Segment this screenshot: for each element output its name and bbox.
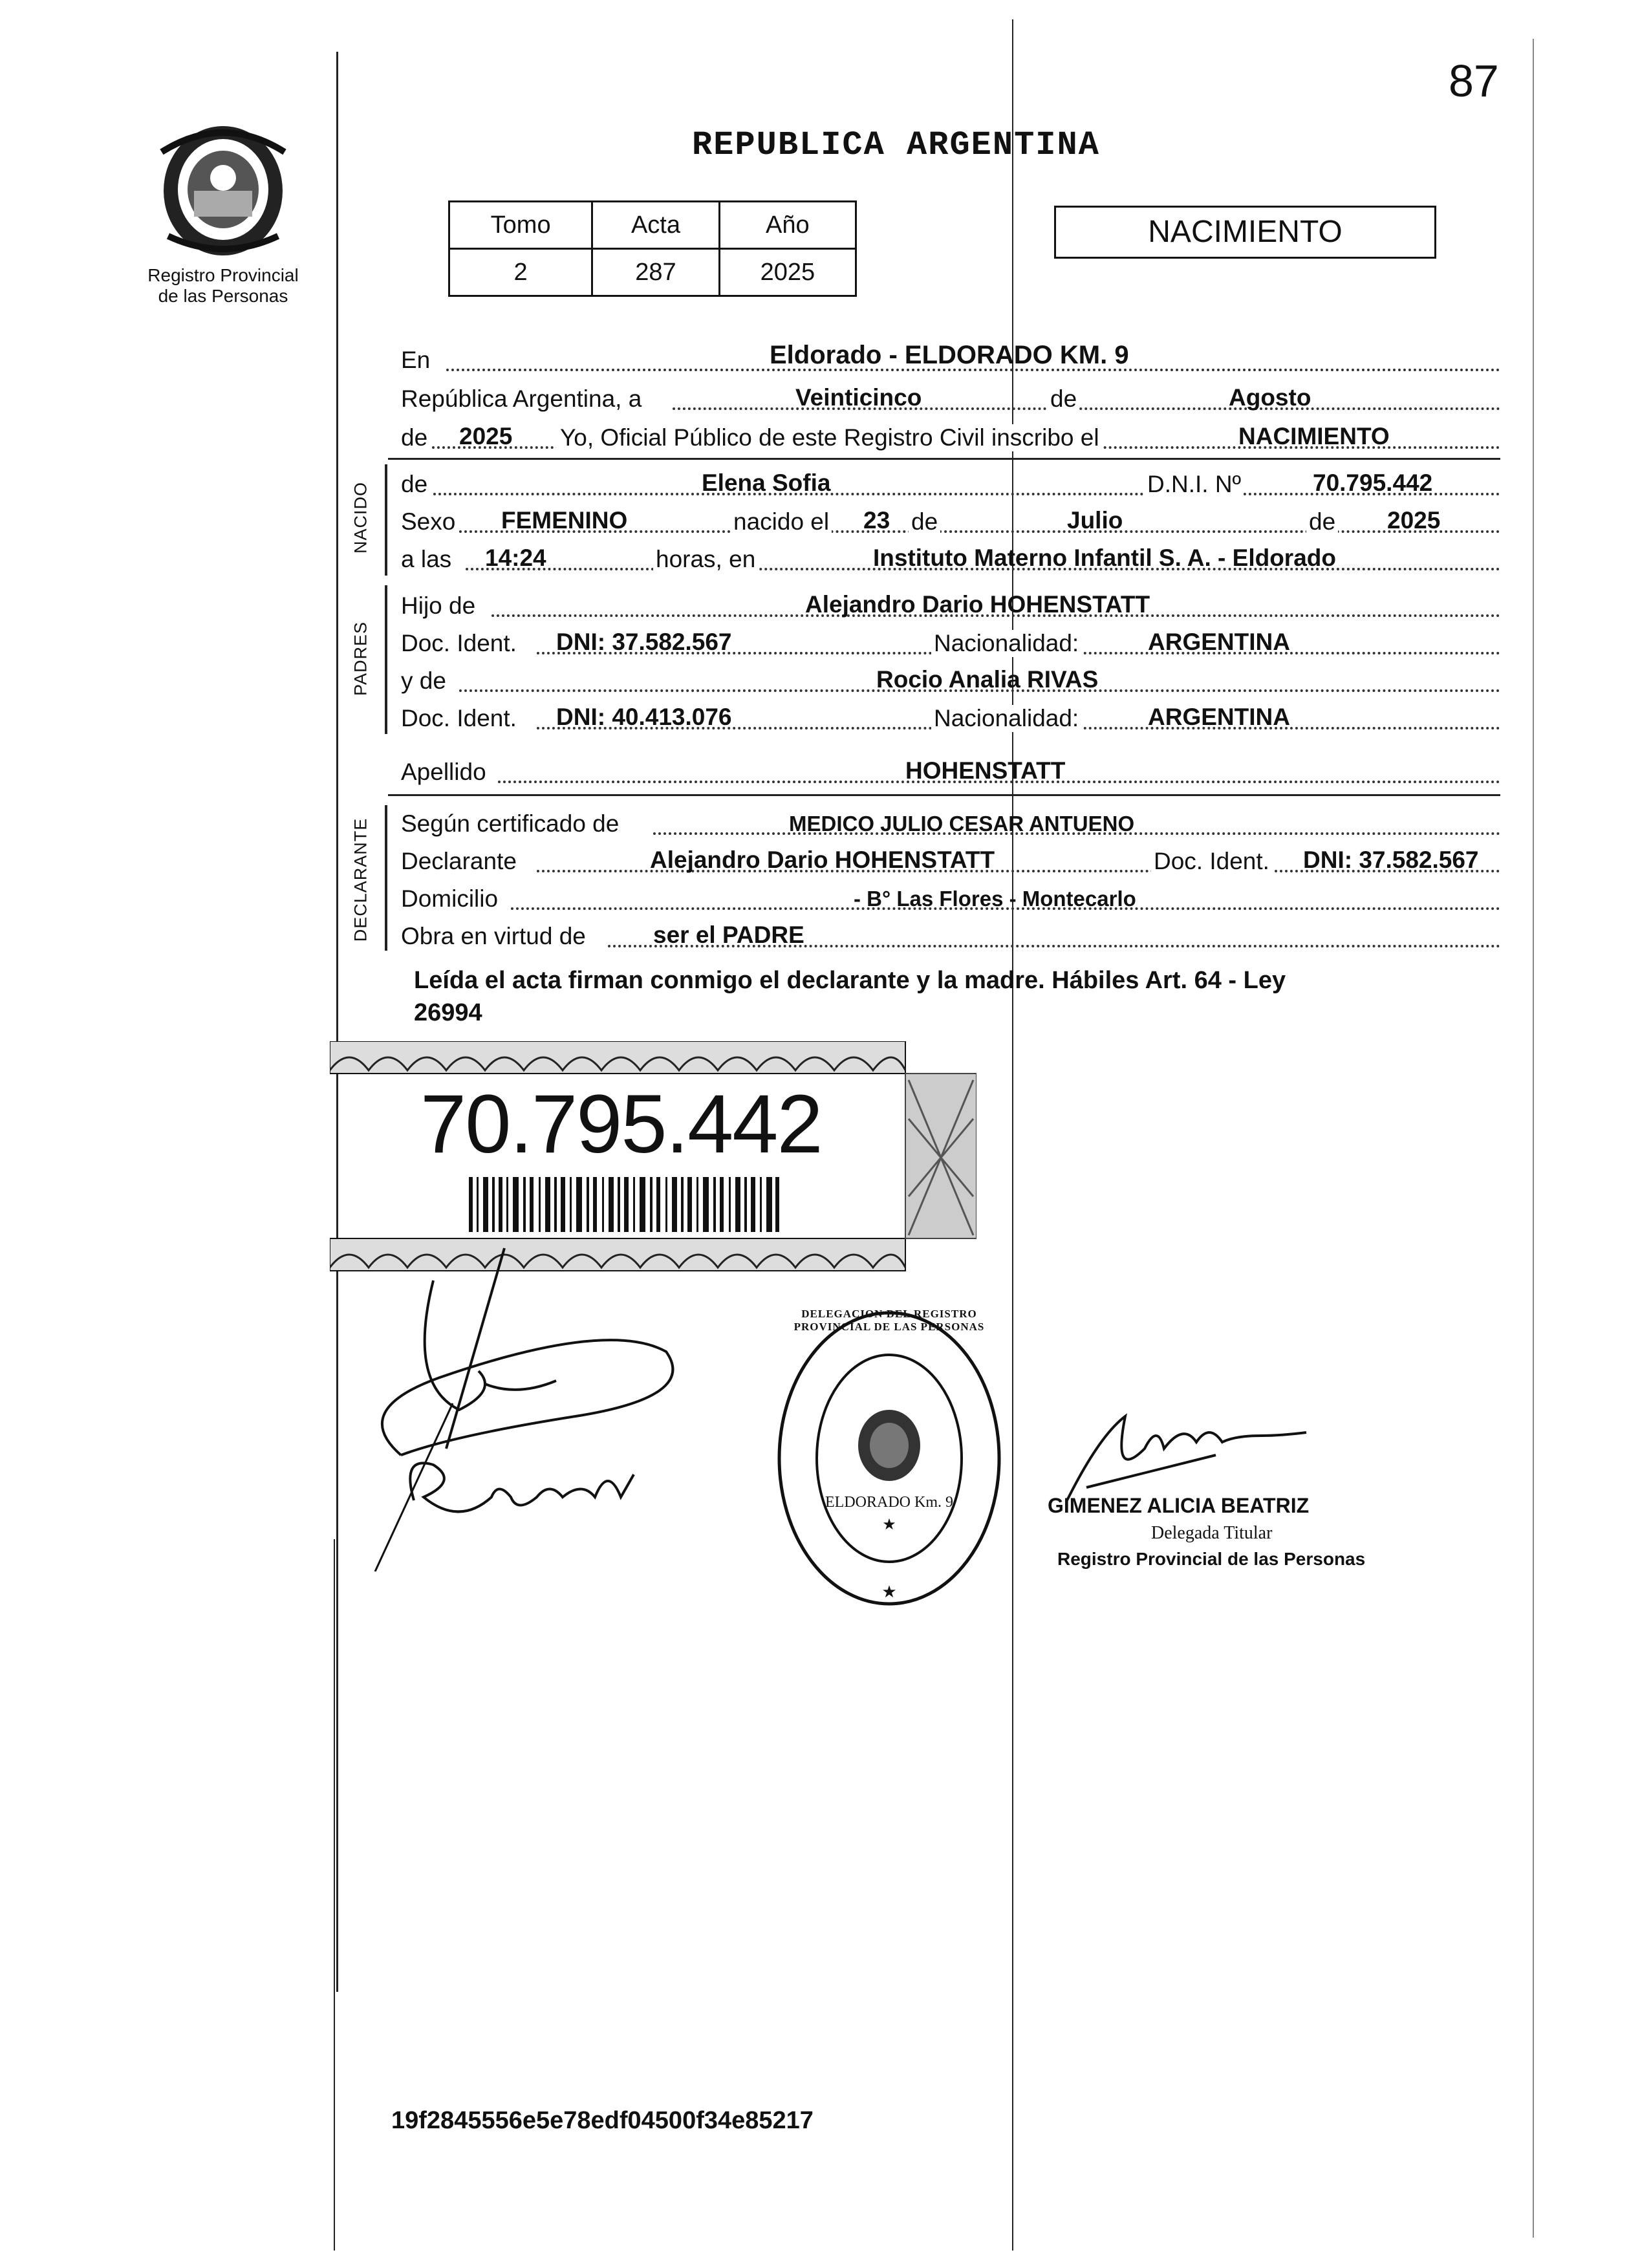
closing-line1: Leída el acta firman conmigo el declarante y la madre. Hábiles Art. 64 - Ley (414, 967, 1286, 994)
official-stamp (773, 1306, 1006, 1610)
birth-year-value: 2025 (1387, 507, 1441, 534)
declarant-signature (362, 1242, 724, 1571)
acts-as-value: ser el PADRE (653, 922, 804, 948)
section-divider (388, 458, 1500, 460)
row-place (401, 341, 1500, 379)
birth-month-value: Julio (1067, 507, 1123, 534)
barcode (469, 1177, 779, 1232)
hours-label: horas, en (653, 546, 758, 573)
row-mother-name (401, 662, 1500, 700)
acts-as-label: Obra en virtud de (401, 923, 588, 950)
mother-nationality-value: ARGENTINA (1148, 704, 1290, 730)
birth-de-label: de (909, 508, 940, 535)
declarant-section-label: DECLARANTE (351, 817, 371, 942)
agency-name-line1: Registro Provincial (147, 265, 299, 285)
header-acta: Acta (592, 202, 719, 249)
declarant-brace (385, 805, 387, 951)
born-de-label: de (401, 471, 430, 498)
surname-value: HOHENSTATT (905, 757, 1066, 784)
mother-doc-value: DNI: 40.413.076 (556, 704, 732, 730)
svg-text:★: ★ (882, 1517, 896, 1533)
official-signature (1048, 1410, 1345, 1507)
row-born-name (401, 466, 1500, 503)
value-tomo: 2 (449, 249, 592, 296)
address-value: - B° Las Flores - Montecarlo (854, 887, 1136, 911)
value-anio: 2025 (719, 249, 856, 296)
day-words-value: Veinticinco (795, 384, 922, 411)
row-date (401, 380, 1500, 418)
stamp-seal-icon (773, 1306, 1006, 1610)
sex-label: Sexo (401, 508, 458, 535)
place-value: Eldorado - ELDORADO KM. 9 (770, 341, 1129, 369)
declarant-name-value: Alejandro Dario HOHENSTATT (650, 847, 995, 873)
born-brace (385, 464, 387, 576)
year-de-label: de (401, 424, 430, 451)
father-doc-label: Doc. Ident. (401, 630, 519, 657)
agency-name-line2: de las Personas (158, 286, 288, 306)
certificate-value: MEDICO JULIO CESAR ANTUENO (789, 812, 1135, 836)
parents-section-label: PADRES (351, 621, 371, 697)
header-anio: Año (719, 202, 856, 249)
stamp-ring-text: DELEGACION DEL REGISTRO PROVINCIAL DE LAS PERSONAS (793, 1308, 985, 1333)
svg-text:★: ★ (881, 1582, 897, 1601)
father-doc-value: DNI: 37.582.567 (556, 629, 732, 655)
closing-line2: 26994 (414, 999, 482, 1026)
stamp-inner-text: ELDORADO Km. 9 (825, 1494, 953, 1511)
official-org: Registro Provincial de las Personas (1057, 1549, 1366, 1569)
row-mother-doc (401, 700, 1500, 737)
declarant-doc-value: DNI: 37.582.567 (1303, 847, 1479, 873)
time-value: 14:24 (485, 545, 546, 571)
official-title: Delegada Titular (1151, 1523, 1273, 1543)
born-on-label: nacido el (731, 508, 832, 535)
sex-value: FEMENINO (501, 507, 628, 534)
header-tomo: Tomo (449, 202, 592, 249)
page-number: 87 (1449, 56, 1499, 106)
agency-logo (149, 113, 297, 262)
left-margin-line (336, 52, 338, 1992)
mother-nationality-label: Nacionalidad: (931, 705, 1081, 732)
id-sticker (330, 1041, 976, 1274)
born-section-label: NACIDO (351, 482, 371, 554)
month-value: Agosto (1229, 384, 1311, 411)
row-father-name (401, 587, 1500, 625)
address-label: Domicilio (401, 885, 501, 913)
de-label: de (1048, 385, 1079, 413)
country-title: REPUBLICA ARGENTINA (692, 126, 1100, 164)
father-name-value: Alejandro Dario HOHENSTATT (805, 591, 1150, 618)
and-label: y de (401, 667, 449, 695)
declarant-label: Declarante (401, 848, 519, 875)
right-edge-line (1533, 39, 1534, 2238)
father-nationality-value: ARGENTINA (1148, 629, 1290, 655)
child-dni-value: 70.795.442 (1313, 470, 1433, 496)
republic-label: República Argentina, a (401, 385, 644, 413)
row-father-doc (401, 625, 1500, 662)
document-hash: 19f2845556e5e78edf04500f34e85217 (391, 2107, 814, 2134)
official-name: GIMENEZ ALICIA BEATRIZ (1048, 1494, 1310, 1517)
dni-label: D.N.I. Nº (1145, 471, 1244, 498)
value-acta: 287 (592, 249, 719, 296)
at-label: a las (401, 546, 454, 573)
year-value: 2025 (459, 423, 513, 449)
parents-brace (385, 585, 387, 734)
row-born-sex (401, 503, 1500, 541)
en-label: En (401, 347, 433, 374)
row-surname (401, 753, 1500, 791)
row-declarant (401, 843, 1500, 880)
birth-day-value: 23 (863, 507, 890, 534)
registry-table (448, 200, 857, 297)
mother-doc-label: Doc. Ident. (401, 705, 519, 732)
birth-place-value: Instituto Materno Infantil S. A. - Eldorado (873, 545, 1336, 571)
surname-divider (388, 794, 1500, 796)
child-name-value: Elena Sofia (702, 470, 831, 496)
declarant-doc-label: Doc. Ident. (1151, 848, 1272, 875)
certificate-label: Según certificado de (401, 810, 621, 837)
row-acts-as (401, 918, 1500, 955)
mother-name-value: Rocio Analia RIVAS (876, 666, 1099, 693)
birth-de-label2: de (1306, 508, 1338, 535)
registered-type-value: NACIMIENTO (1238, 423, 1390, 449)
id-number: 70.795.442 (420, 1078, 822, 1171)
row-address (401, 880, 1500, 918)
act-type-box: NACIMIENTO (1054, 206, 1436, 259)
provincial-seal-icon (149, 113, 297, 262)
row-certificate (401, 805, 1500, 843)
surname-label: Apellido (401, 759, 489, 786)
row-born-time (401, 541, 1500, 578)
father-nationality-label: Nacionalidad: (931, 630, 1081, 657)
child-of-label: Hijo de (401, 592, 478, 620)
officer-text: Yo, Oficial Público de este Registro Civil inscribo el (556, 424, 1102, 451)
row-officer (401, 419, 1500, 457)
left-margin-line-lower (334, 1539, 335, 2251)
